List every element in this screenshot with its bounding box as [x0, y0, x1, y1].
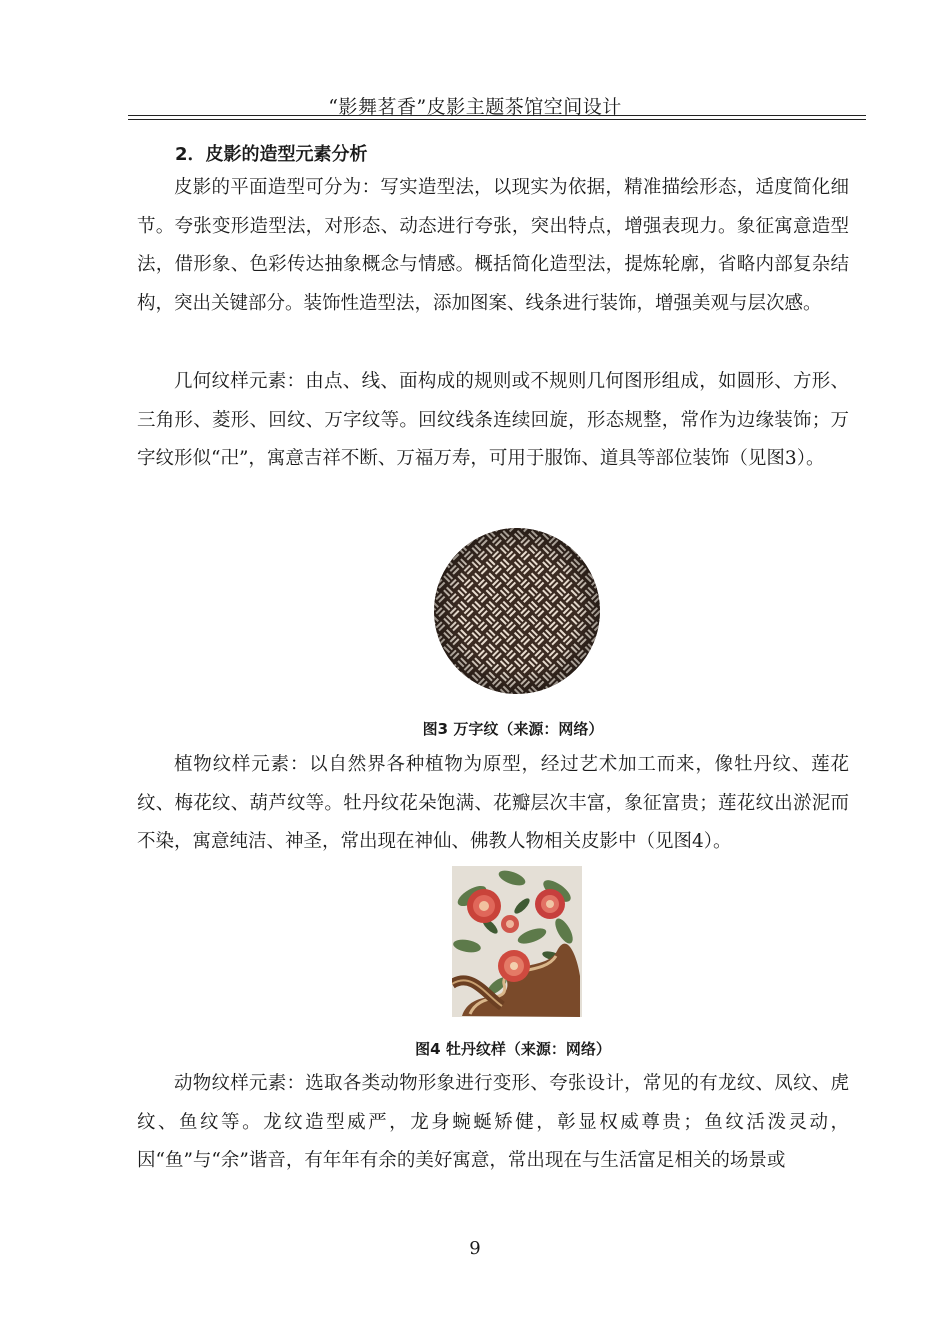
figure-4-caption: 图4 牡丹纹样（来源：网络）: [415, 1040, 611, 1058]
paragraph-geometric-patterns: 几何纹样元素：由点、线、面构成的规则或不规则几何图形组成，如圆形、方形、三角形、菱形、回纹、万字纹等。回纹线条连续回旋，形态规整，常作为边缘装饰；万字纹形似“卍”，寓意吉祥不断、万福万寿，可用于服饰、道具等部位装饰（见图3）。: [137, 371, 849, 469]
wanzi-pattern-image: [434, 528, 600, 694]
header-rule-top: [128, 115, 866, 116]
page-number: 9: [469, 1238, 481, 1259]
page-header-title: “影舞茗香”皮影主题茶馆空间设计: [328, 96, 622, 118]
paragraph-plant-patterns: 植物纹样元素：以自然界各种植物为原型，经过艺术加工而来，像牡丹纹、莲花纹、梅花纹、葫芦纹等。牡丹纹花朵饱满、花瓣层次丰富，象征富贵；莲花纹出淤泥而不染，寓意纯洁、神圣，常出现在神仙、佛教人物相关皮影中（见图4）。: [137, 754, 849, 852]
header-rule-bottom: [128, 119, 866, 120]
peony-pattern-image: [452, 866, 582, 1017]
paragraph-animal-patterns: 动物纹样元素：选取各类动物形象进行变形、夸张设计，常见的有龙纹、凤纹、虎纹、鱼纹等。龙纹造型威严，龙身蜿蜒矫健，彰显权威尊贵；鱼纹活泼灵动，因“鱼”与“余”谐音，有年年有余的美好寓意，常出现在与生活富足相关的场景或: [137, 1073, 849, 1171]
section-heading: 2．皮影的造型元素分析: [175, 144, 368, 165]
paragraph-modeling-methods: 皮影的平面造型可分为：写实造型法，以现实为依据，精准描绘形态，适度简化细节。夸张变形造型法，对形态、动态进行夸张，突出特点，增强表现力。象征寓意造型法，借形象、色彩传达抽象概念与情感。概括简化造型法，提炼轮廓，省略内部复杂结构，突出关键部分。装饰性造型法，添加图案、线条进行装饰，增强美观与层次感。: [137, 177, 849, 314]
figure-3-caption: 图3 万字纹（来源：网络）: [422, 720, 604, 738]
